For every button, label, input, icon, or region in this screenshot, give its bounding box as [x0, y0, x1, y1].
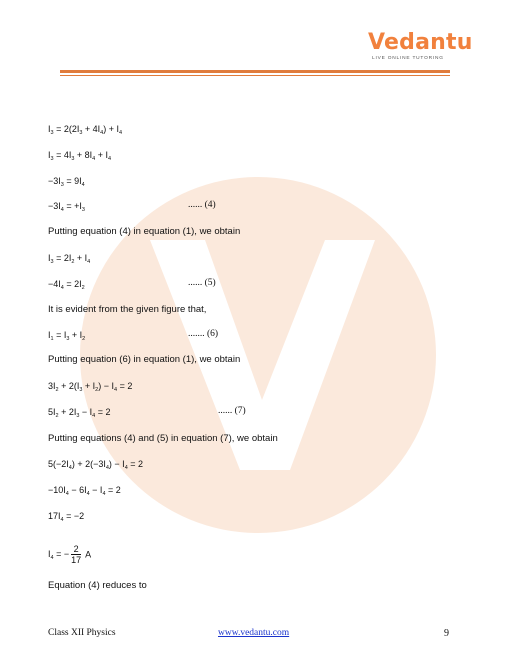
equation-line [48, 176, 85, 188]
logo-wordmark: Vedantu [368, 30, 473, 55]
equation-line [48, 278, 216, 291]
equation-line [48, 485, 121, 497]
equation-expression: $5(-2I_4) + 2(-3I_4) - I_4 = 2$ [48, 459, 144, 471]
equation-expression: $I_3 = 2(2I_3 + 4I_4) + I_4$ [48, 124, 123, 136]
equation-line [48, 544, 91, 565]
body-text-line: Putting equation (4) in equation (1), we obtain [48, 226, 241, 237]
equation-expression: $I_3 = 4I_3 + 8I_4 + I_4$ [48, 150, 112, 162]
page-number: 9 [444, 628, 449, 639]
equation-number: ...... (4) [188, 200, 216, 210]
equation-expression: $5I_2 + 2I_3 - I_4 = 2$ [48, 407, 111, 419]
equation-line [48, 253, 90, 265]
equation-expression: $17I_4 = -2$ [48, 511, 85, 523]
equation-line [48, 124, 122, 136]
equation-expression: $I_1 = I_3 + I_2$ [48, 330, 86, 342]
header-rule-thin [60, 75, 450, 76]
footer-class-label: Class XII Physics [48, 628, 116, 638]
equation-expression: $3I_2 + 2(I_3 + I_2) - I_4 = 2$ [48, 381, 133, 393]
fraction [71, 544, 81, 565]
header-rule [60, 70, 450, 73]
body-text-line: Putting equation (6) in equation (1), we obtain [48, 354, 241, 365]
vedantu-logo [368, 30, 473, 61]
equation-expression: $-10I_4 - 6I_4 - I_4 = 2$ [48, 485, 121, 497]
equation-expression: $-4I_4 = 2I_2$ [48, 279, 85, 291]
fraction-numerator: 2 [71, 544, 81, 555]
body-text-line: Equation (4) reduces to [48, 580, 147, 591]
unit-label: A [83, 549, 92, 560]
equation-line [48, 200, 216, 213]
fraction-denominator: 17 [71, 555, 82, 565]
equation-line [48, 329, 219, 342]
equation-line [48, 511, 84, 523]
equation-expression: $-3I_3 = 9I_4$ [48, 176, 85, 188]
equation-expression: $-3I_4 = +I_3$ [48, 201, 85, 213]
equation-number: ...... (5) [188, 278, 216, 288]
equation-line [48, 381, 132, 393]
equation-line [48, 406, 246, 419]
equation-expression: $I_3 = 2I_2 + I_4$ [48, 253, 91, 265]
equation-number: ...... (7) [218, 406, 246, 416]
logo-tagline: LIVE ONLINE TUTORING [372, 56, 444, 61]
equation-line [48, 150, 111, 162]
body-text-line: Putting equations (4) and (5) in equation (7), we obtain [48, 433, 278, 444]
footer-website-link[interactable]: www.vedantu.com [218, 628, 290, 638]
body-text-line: It is evident from the given figure that, [48, 304, 207, 315]
equation-number: ....... (6) [188, 329, 219, 339]
equation-lhs: $I_4$ = − [48, 548, 70, 561]
equation-line [48, 459, 143, 471]
